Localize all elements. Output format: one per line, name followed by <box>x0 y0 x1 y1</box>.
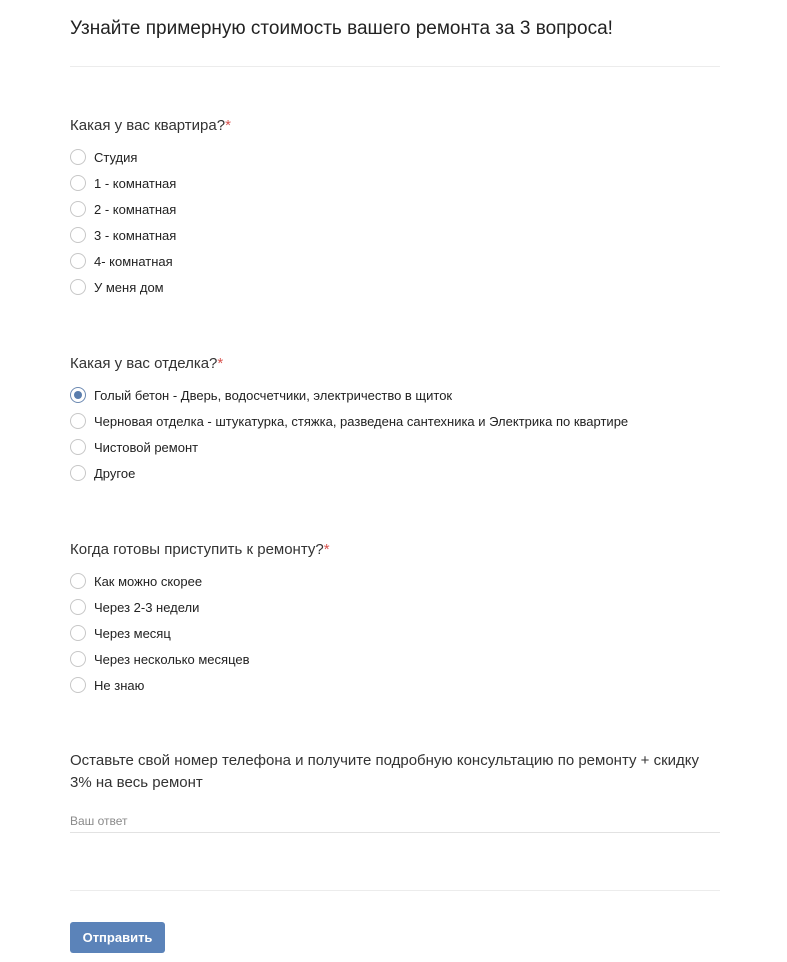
radio-button[interactable] <box>70 677 86 693</box>
question-label: Какая у вас квартира?* <box>70 117 231 134</box>
radio-button[interactable] <box>70 227 86 243</box>
option-label: Не знаю <box>94 677 145 693</box>
option-label: 4- комнатная <box>94 253 173 269</box>
title-divider <box>70 66 720 67</box>
option-label: 3 - комнатная <box>94 227 177 243</box>
radio-button[interactable] <box>70 625 86 641</box>
question-label: Когда готовы приступить к ремонту?* <box>70 541 330 558</box>
question-finish <box>70 354 720 481</box>
option-label: Через 2-3 недели <box>94 599 200 615</box>
option-label: Чистовой ремонт <box>94 439 199 455</box>
options-list <box>70 382 628 486</box>
option-label: Через несколько месяцев <box>94 651 250 667</box>
option-other[interactable] <box>70 460 628 486</box>
option-label: 1 - комнатная <box>94 175 177 191</box>
option-asap[interactable] <box>70 568 250 594</box>
options-list <box>70 568 250 698</box>
question-start-time <box>70 540 720 693</box>
radio-button[interactable] <box>70 253 86 269</box>
option-label: Студия <box>94 149 138 165</box>
required-marker: * <box>217 355 224 372</box>
option-clean-renovation[interactable] <box>70 434 628 460</box>
option-several-months[interactable] <box>70 646 250 672</box>
phone-input[interactable] <box>70 809 720 833</box>
phone-question-label: Оставьте свой номер телефона и получите подробную консультацию по ремонту + скидку 3% на весь ремонт <box>70 752 700 791</box>
form-title: Узнайте примерную стоимость вашего ремонта за 3 вопроса! <box>70 18 613 39</box>
radio-button[interactable] <box>70 149 86 165</box>
radio-button[interactable] <box>70 465 86 481</box>
option-studio[interactable] <box>70 144 176 170</box>
option-dont-know[interactable] <box>70 672 250 698</box>
bottom-divider <box>70 890 720 891</box>
option-3-room[interactable] <box>70 222 176 248</box>
question-apartment <box>70 116 720 295</box>
submit-button[interactable]: Отправить <box>70 922 165 953</box>
option-label: Через месяц <box>94 625 171 641</box>
option-house[interactable] <box>70 274 176 300</box>
option-1-room[interactable] <box>70 170 176 196</box>
option-label: Как можно скорее <box>94 573 203 589</box>
option-label: У меня дом <box>94 279 164 295</box>
radio-button[interactable] <box>70 387 86 403</box>
question-phone <box>70 750 720 794</box>
option-label: Голый бетон - Дверь, водосчетчики, электричество в щиток <box>94 387 453 403</box>
radio-button[interactable] <box>70 573 86 589</box>
option-label: 2 - комнатная <box>94 201 177 217</box>
required-marker: * <box>225 117 231 134</box>
option-2-3-weeks[interactable] <box>70 594 250 620</box>
radio-button[interactable] <box>70 651 86 667</box>
option-label: Черновая отделка - штукатурка, стяжка, разведена сантехника и Электрика по квартире <box>94 413 629 429</box>
option-label: Другое <box>94 465 136 481</box>
radio-button[interactable] <box>70 413 86 429</box>
option-2-room[interactable] <box>70 196 176 222</box>
option-bare-concrete[interactable] <box>70 382 628 408</box>
option-4-room[interactable] <box>70 248 176 274</box>
option-rough-finish[interactable] <box>70 408 628 434</box>
options-list <box>70 144 176 300</box>
radio-button[interactable] <box>70 175 86 191</box>
radio-button[interactable] <box>70 279 86 295</box>
option-month[interactable] <box>70 620 250 646</box>
question-label: Какая у вас отделка?* <box>70 355 224 372</box>
radio-button[interactable] <box>70 599 86 615</box>
required-marker: * <box>323 541 330 558</box>
radio-button[interactable] <box>70 201 86 217</box>
radio-button[interactable] <box>70 439 86 455</box>
